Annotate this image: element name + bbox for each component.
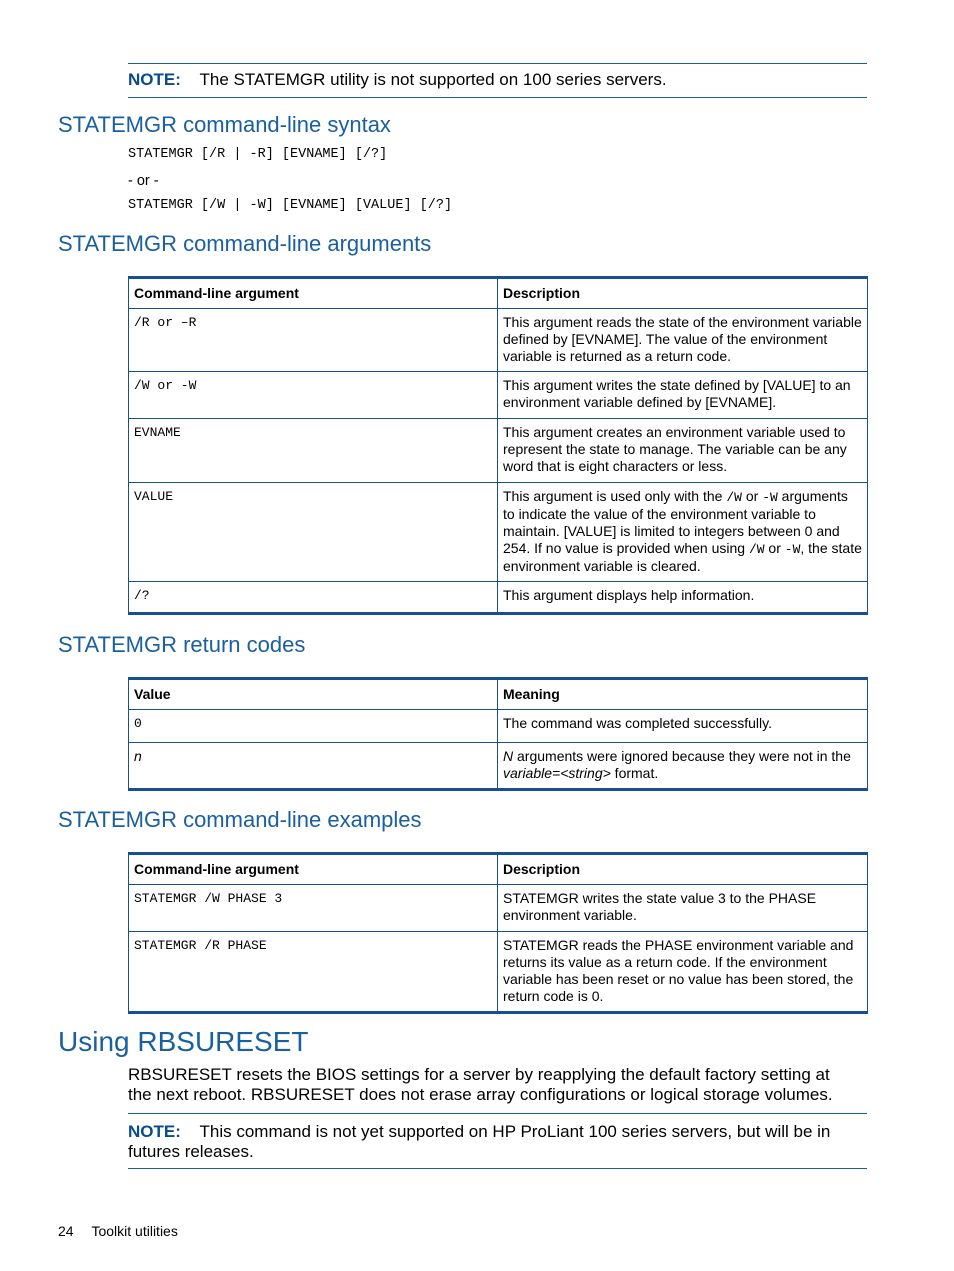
column-header: Meaning [498,679,868,710]
argument-cell: VALUE [129,483,498,582]
footer-title: Toolkit utilities [91,1223,178,1239]
table-row [129,372,868,419]
section-heading-examples: STATEMGR command-line examples [58,807,422,832]
description-cell: This argument writes the state defined by [VALUE] to an environment variable defined by [EVNAME]. [498,372,868,419]
meaning-text: variable=<string> [503,765,611,781]
inline-code: /W [748,542,765,557]
return-codes-table [128,677,868,791]
note-text: This command is not yet supported on HP ProLiant 100 series servers, but will be in futures releases. [128,1122,831,1161]
argument-cell: STATEMGR /W PHASE 3 [129,885,498,932]
description-cell: STATEMGR reads the PHASE environment variable and returns its value as a return code. If the environment variable has been reset or no value has been stored, the return code is 0. [498,932,868,1013]
description-text: or [764,540,785,556]
note-text: The STATEMGR utility is not supported on 100 series servers. [199,70,667,89]
meaning-cell [498,743,868,790]
page-footer [58,1222,178,1240]
inline-code: -W [762,490,778,505]
syntax-line-write: STATEMGR [/W | -W] [EVNAME] [VALUE] [/?] [128,198,453,213]
table-row [129,309,868,372]
column-header: Command-line argument [129,854,498,885]
table-row [129,743,868,790]
column-header: Description [498,854,868,885]
section-heading-rbsureset: Using RBSURESET [58,1026,309,1057]
column-header: Command-line argument [129,278,498,309]
note-box [128,70,867,90]
note-top-rule [128,1113,867,1114]
section-heading-syntax: STATEMGR command-line syntax [58,112,391,137]
syntax-line-read: STATEMGR [/R | -R] [EVNAME] [/?] [128,147,388,162]
argument-cell: /? [129,582,498,614]
meaning-text: N [503,748,514,764]
description-text: arguments to indicate the value of the environment variable to maintain. [VALUE] is limited to integers between 0 and 254. If no value is provided when using [503,488,848,556]
section-heading-arguments: STATEMGR command-line arguments [58,231,432,256]
meaning-text: arguments were ignored because they were not in the [513,748,851,764]
description-cell: STATEMGR writes the state value 3 to the PHASE environment variable. [498,885,868,932]
table-row [129,885,868,932]
table-header-row [129,679,868,710]
value-text: n [134,748,142,764]
argument-cell: EVNAME [129,419,498,483]
table-header-row [129,854,868,885]
note-label: NOTE: [128,70,181,89]
note-bottom-rule [128,1168,867,1169]
column-header: Value [129,679,498,710]
table-row [129,483,868,582]
note-label: NOTE: [128,1122,181,1141]
meaning-cell: The command was completed successfully. [498,710,868,743]
description-cell: This argument reads the state of the environment variable defined by [EVNAME]. The value of the environment variable is returned as a return code. [498,309,868,372]
inline-code: -W [784,542,801,557]
table-row [129,419,868,483]
table-row [129,710,868,743]
description-cell: This argument displays help information. [498,582,868,614]
meaning-text: format. [610,765,659,781]
inline-code: /W [726,490,742,505]
examples-table [128,852,868,1014]
table-row [129,932,868,1013]
description-text: or [741,488,763,504]
description-cell [498,483,868,582]
rbsureset-body: RBSURESET resets the BIOS settings for a server by reapplying the default factory setting at the next reboot. RBSURESET does not erase array configurations or logical storage volumes. [128,1065,833,1104]
arguments-table [128,276,868,615]
note-bottom-rule [128,97,867,98]
column-header: Description [498,278,868,309]
value-cell: 0 [129,710,498,743]
table-row [129,582,868,614]
argument-cell: /R or –R [129,309,498,372]
note-box [128,1122,858,1162]
argument-cell: /W or -W [129,372,498,419]
note-top-rule [128,63,867,64]
argument-cell: STATEMGR /R PHASE [129,932,498,1013]
syntax-or: - or - [128,173,159,189]
value-cell [129,743,498,790]
description-text: This argument is used only with the [503,488,727,504]
description-text: , the state environment variable is cleared. [503,540,862,574]
section-heading-return-codes: STATEMGR return codes [58,632,306,657]
table-header-row [129,278,868,309]
page-number: 24 [58,1223,74,1239]
description-cell: This argument creates an environment variable used to represent the state to manage. The variable can be any word that is eight characters or less. [498,419,868,483]
